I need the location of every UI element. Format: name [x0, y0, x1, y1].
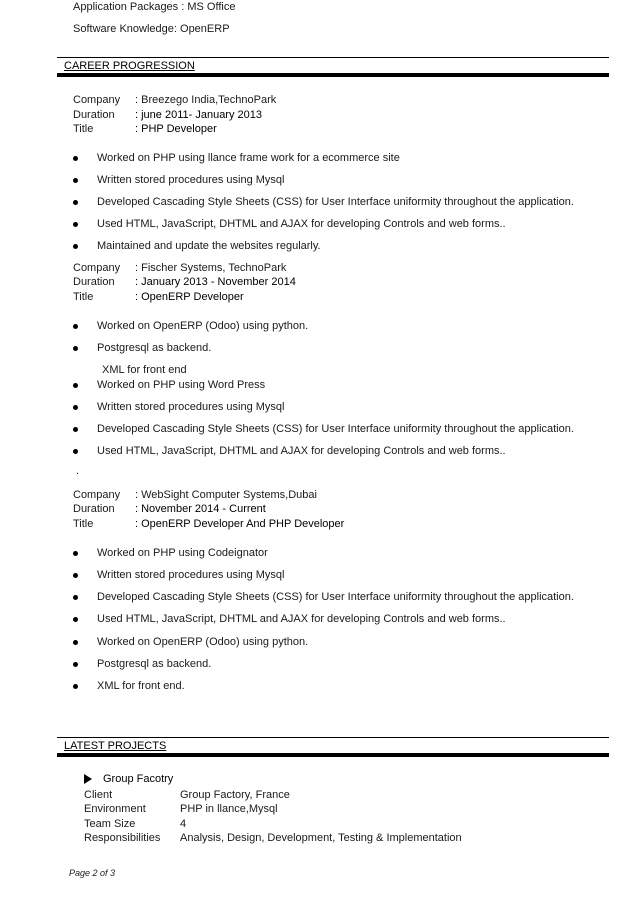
- bullet-dot: [73, 383, 78, 388]
- bullet-dot: [73, 427, 78, 432]
- section-rule-top: [57, 737, 609, 738]
- job1-duration: : june 2011- January 2013: [135, 109, 262, 121]
- bullet-dot: [73, 551, 78, 556]
- application-packages-line: Application Packages : MS Office: [73, 1, 236, 13]
- job3-bullet: Postgresql as backend.: [97, 658, 212, 670]
- job2-bullet: Worked on OpenERP (Odoo) using python.: [97, 320, 309, 332]
- stray-dot: .: [76, 465, 80, 477]
- job3-title-label: Title: [73, 518, 94, 530]
- job1-title: : PHP Developer: [135, 123, 217, 135]
- job1-company-label: Company: [73, 94, 121, 106]
- bullet-dot: [73, 346, 78, 351]
- project-responsibilities-value: Analysis, Design, Development, Testing & Implementation: [180, 832, 462, 844]
- arrow-bullet-icon: [84, 774, 92, 784]
- bullet-dot: [73, 662, 78, 667]
- job3-bullet: Worked on OpenERP (Odoo) using python.: [97, 636, 309, 648]
- bullet-dot: [73, 200, 78, 205]
- section-rule-top: [57, 57, 609, 58]
- job1-bullet: Used HTML, JavaScript, DHTML and AJAX for developing Controls and web forms..: [97, 218, 506, 230]
- job2-company: : Fischer Systems, TechnoPark: [135, 262, 287, 274]
- job2-title-label: Title: [73, 291, 94, 303]
- job2-bullet: Written stored procedures using Mysql: [97, 401, 285, 413]
- section-rule-bottom: [57, 753, 609, 757]
- job1-bullet: Worked on PHP using llance frame work for a ecommerce site: [97, 152, 400, 164]
- bullet-dot: [73, 573, 78, 578]
- job1-company: : Breezego India,TechnoPark: [135, 94, 277, 106]
- job1-bullet: Written stored procedures using Mysql: [97, 174, 285, 186]
- job1-bullet: Maintained and update the websites regularly.: [97, 240, 321, 252]
- job1-bullet: Developed Cascading Style Sheets (CSS) for User Interface uniformity throughout the application.: [97, 196, 574, 208]
- bullet-dot: [73, 617, 78, 622]
- bullet-dot: [73, 595, 78, 600]
- project-client-value: Group Factory, France: [180, 789, 290, 801]
- job3-company: : WebSight Computer Systems,Dubai: [135, 489, 317, 501]
- bullet-dot: [73, 178, 78, 183]
- bullet-dot: [73, 640, 78, 645]
- job3-title: : OpenERP Developer And PHP Developer: [135, 518, 345, 530]
- section-title-career: CAREER PROGRESSION: [64, 60, 195, 72]
- bullet-dot: [73, 324, 78, 329]
- project-client-label: Client: [84, 789, 113, 801]
- job3-bullet: XML for front end.: [97, 680, 185, 692]
- bullet-dot: [73, 684, 78, 689]
- job2-title: : OpenERP Developer: [135, 291, 244, 303]
- project-environment-value: PHP in llance,Mysql: [180, 803, 278, 815]
- job2-company-label: Company: [73, 262, 121, 274]
- job3-bullet: Used HTML, JavaScript, DHTML and AJAX for developing Controls and web forms..: [97, 613, 506, 625]
- project-environment-label: Environment: [84, 803, 146, 815]
- job2-extra-line: XML for front end: [102, 364, 187, 376]
- job3-bullet: Written stored procedures using Mysql: [97, 569, 285, 581]
- job3-duration: : November 2014 - Current: [135, 503, 266, 515]
- job1-duration-label: Duration: [73, 109, 115, 121]
- job3-bullet: Worked on PHP using Codeignator: [97, 547, 268, 559]
- project-team-size-label: Team Size: [84, 818, 136, 830]
- job2-bullet: Worked on PHP using Word Press: [97, 379, 266, 391]
- project-name: Group Facotry: [103, 773, 174, 785]
- section-rule-bottom: [57, 73, 609, 77]
- bullet-dot: [73, 405, 78, 410]
- job2-duration-label: Duration: [73, 276, 115, 288]
- job3-duration-label: Duration: [73, 503, 115, 515]
- job3-company-label: Company: [73, 489, 121, 501]
- job2-bullet: Postgresql as backend.: [97, 342, 212, 354]
- bullet-dot: [73, 156, 78, 161]
- bullet-dot: [73, 222, 78, 227]
- section-title-projects: LATEST PROJECTS: [64, 740, 167, 752]
- bullet-dot: [73, 244, 78, 249]
- job1-title-label: Title: [73, 123, 94, 135]
- job2-bullet: Used HTML, JavaScript, DHTML and AJAX for developing Controls and web forms..: [97, 445, 506, 457]
- project-team-size-value: 4: [180, 818, 187, 830]
- job2-bullet: Developed Cascading Style Sheets (CSS) for User Interface uniformity throughout the application.: [97, 423, 574, 435]
- job3-bullet: Developed Cascading Style Sheets (CSS) for User Interface uniformity throughout the application.: [97, 591, 574, 603]
- job2-duration: : January 2013 - November 2014: [135, 276, 296, 288]
- page-number-footer: Page 2 of 3: [69, 868, 116, 878]
- project-responsibilities-label: Responsibilities: [84, 832, 161, 844]
- bullet-dot: [73, 449, 78, 454]
- software-knowledge-line: Software Knowledge: OpenERP: [73, 23, 230, 35]
